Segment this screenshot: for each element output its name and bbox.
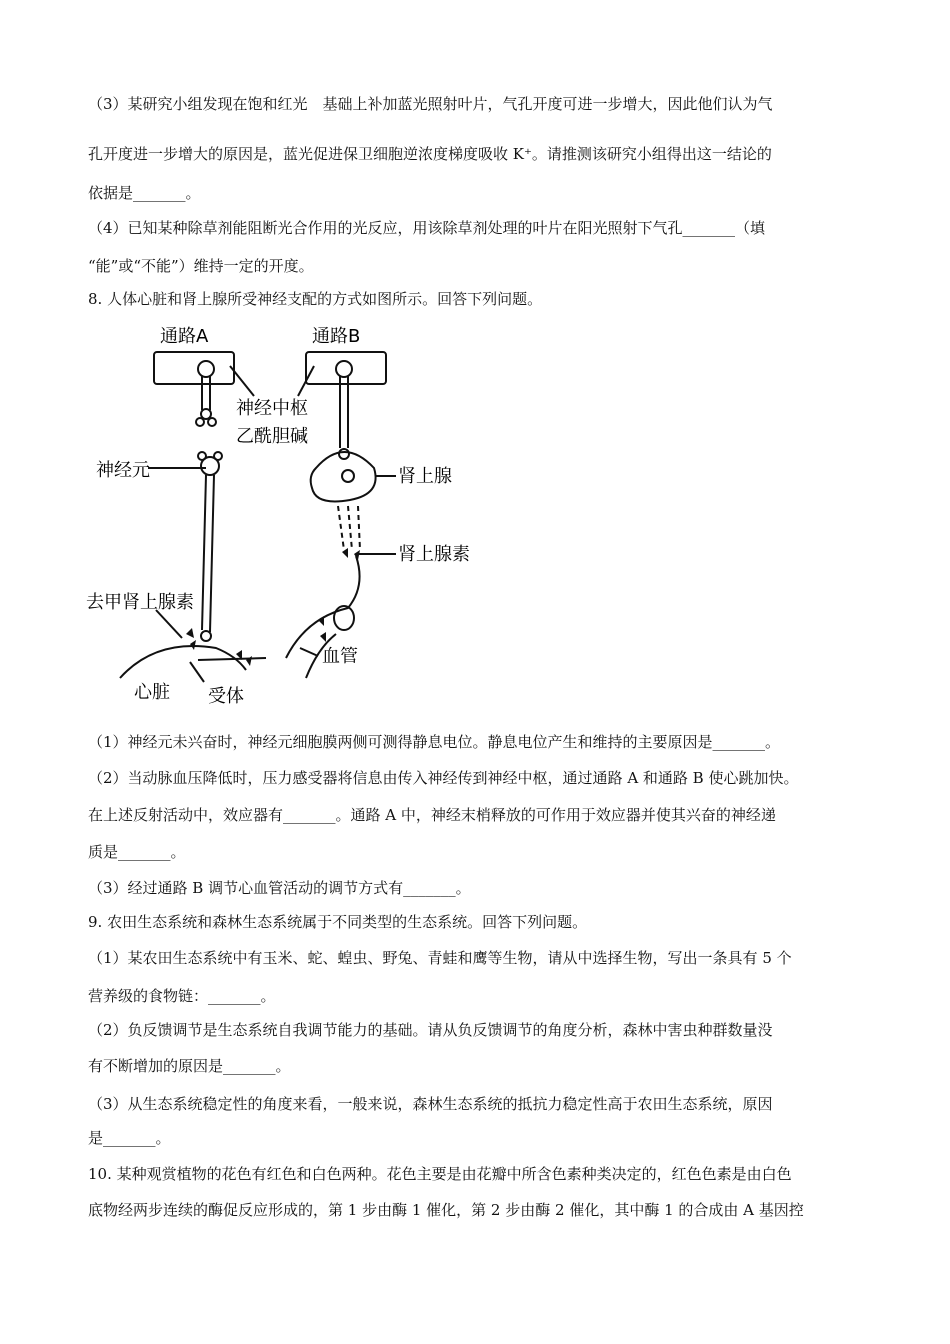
- center-box-a: [154, 352, 234, 384]
- center-box-b: [306, 352, 386, 384]
- axon-b: [340, 376, 348, 448]
- nerve-diagram: [86, 318, 486, 718]
- label-receptor: 受体: [208, 686, 244, 707]
- q9-1-line2: 营养级的食物链：_______。: [88, 987, 276, 1005]
- q7-4-line2: “能”或“不能”）维持一定的开度。: [88, 257, 314, 275]
- label-path-b: 通路B: [312, 326, 361, 347]
- q7-4-line1: （4）已知某种除草剂能阻断光合作用的光反应，用该除草剂处理的叶片在阳光照射下气孔_______（填: [88, 219, 766, 237]
- leader-receptor: [190, 662, 204, 682]
- label-path-a: 通路A: [160, 326, 209, 347]
- q8-1: （1）神经元未兴奋时，神经元细胞膜两侧可测得静息电位。静息电位产生和维持的主要原因是_______。: [88, 733, 781, 751]
- q8-2-line3: 质是_______。: [88, 843, 186, 861]
- q8-3: （3）经过通路 B 调节心血管活动的调节方式有_______。: [88, 879, 471, 897]
- label-adrenal: 肾上腺: [398, 466, 452, 487]
- q7-3-line2: 孔开度进一步增大的原因是，蓝光促进保卫细胞逆浓度梯度吸收 K⁺。请推测该研究小组得出这一结论的: [88, 145, 772, 163]
- q9-3-line1: （3）从生态系统稳定性的角度来看，一般来说，森林生态系统的抵抗力稳定性高于农田生态系统，原因: [88, 1095, 773, 1113]
- hormone-arrow: [198, 658, 266, 660]
- hormone-release: [338, 506, 360, 550]
- q8-title: 8. 人体心脏和肾上腺所受神经支配的方式如图所示。回答下列问题。: [88, 290, 543, 308]
- label-center: 神经中枢: [236, 398, 308, 419]
- heart-outline: [120, 646, 246, 678]
- q9-2-line1: （2）负反馈调节是生态系统自我调节能力的基础。请从负反馈调节的角度分析，森林中害虫种群数量没: [88, 1021, 773, 1039]
- label-vessel: 血管: [322, 646, 358, 667]
- q9-1-line1: （1）某农田生态系统中有玉米、蛇、蝗虫、野兔、青蛙和鹰等生物，请从中选择生物，写出一条具有 5 个: [88, 949, 792, 967]
- label-neuron: 神经元: [96, 460, 150, 481]
- leader-vessel: [300, 648, 318, 656]
- label-epinephrine: 肾上腺素: [398, 544, 470, 565]
- q9-2-line2: 有不断增加的原因是_______。: [88, 1057, 291, 1075]
- label-norepinephrine: 去甲肾上腺素: [86, 592, 194, 613]
- q8-2-line1: （2）当动脉血压降低时，压力感受器将信息由传入神经传到神经中枢，通过通路 A 和通路 B 使心跳加快。: [88, 769, 799, 787]
- q10-line1: 10. 某种观赏植物的花色有红色和白色两种。花色主要是由花瓣中所含色素种类决定的，红色色素是由白色: [88, 1165, 792, 1183]
- axon-a-upper: [202, 376, 210, 410]
- label-ach: 乙酰胆碱: [236, 426, 308, 447]
- neuron-soma-a: [198, 361, 214, 377]
- q9-title: 9. 农田生态系统和森林生态系统属于不同类型的生态系统。回答下列问题。: [88, 913, 588, 931]
- leader-norepinephrine: [156, 610, 182, 638]
- label-heart: 心脏: [134, 682, 170, 703]
- q9-3-line2: 是_______。: [88, 1129, 171, 1147]
- q7-3-line3: 依据是_______。: [88, 184, 201, 202]
- q10-line2: 底物经两步连续的酶促反应形成的，第 1 步由酶 1 催化，第 2 步由酶 2 催化，其中酶 1 的合成由 A 基因控: [88, 1201, 804, 1219]
- q7-3-line1: （3）某研究小组发现在饱和红光 基础上补加蓝光照射叶片，气孔开度可进一步增大，因此他们认为气: [88, 95, 773, 113]
- q8-2-line2: 在上述反射活动中，效应器有_______。通路 A 中，神经末梢释放的可作用于效应器并使其兴奋的神经递: [88, 806, 776, 824]
- neuron-soma-b: [336, 361, 352, 377]
- axon-a-lower: [202, 475, 214, 632]
